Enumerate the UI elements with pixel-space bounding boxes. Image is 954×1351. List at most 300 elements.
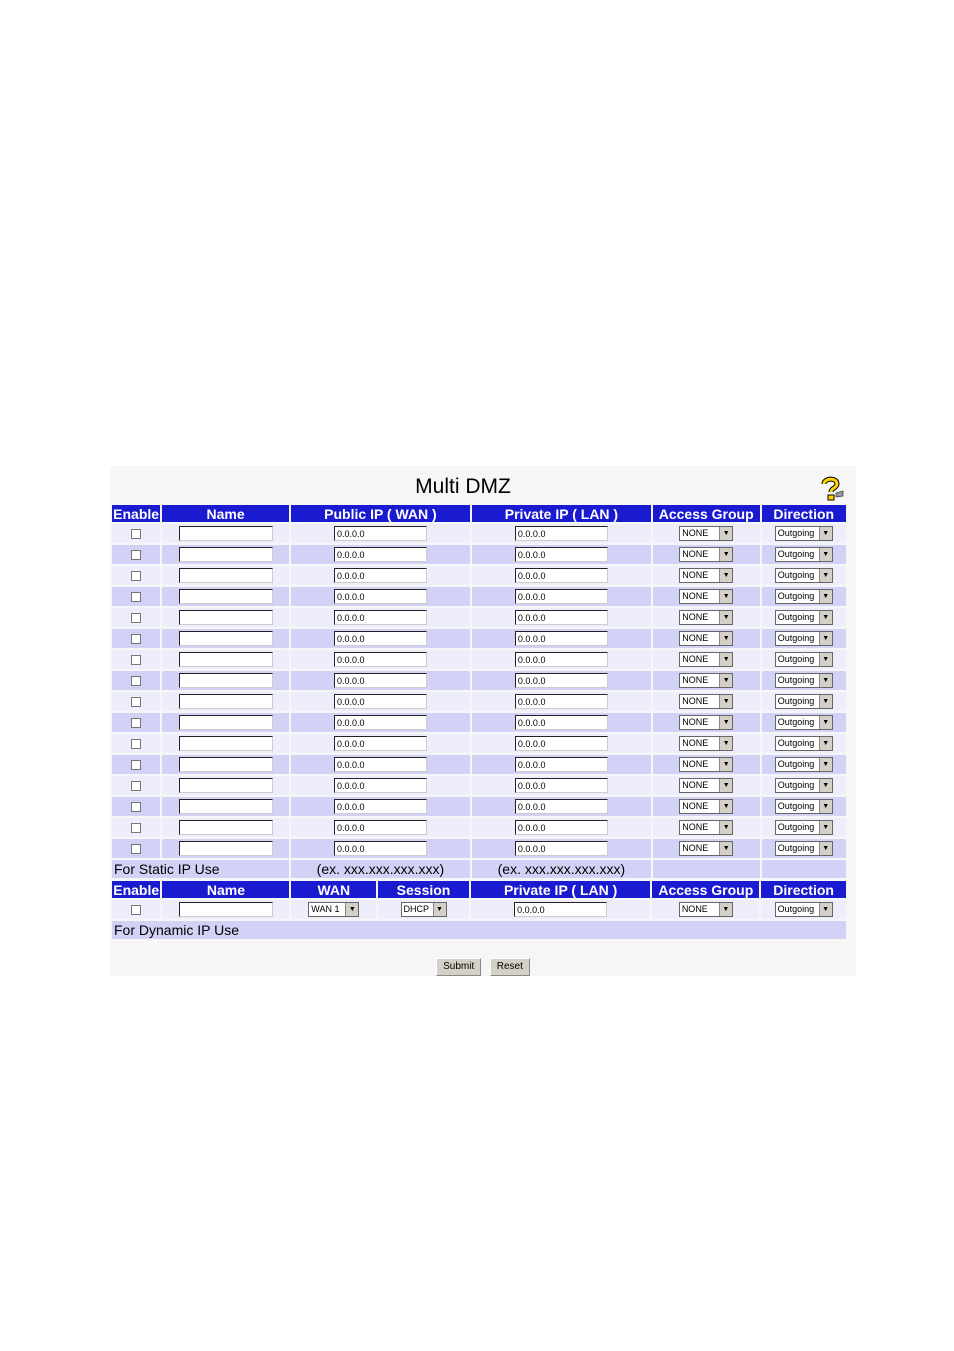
multi-dmz-panel (110, 466, 856, 976)
access-group-value: NONE (682, 759, 709, 770)
static-ip-note: For Static IP Use (112, 860, 289, 878)
name-cell (162, 671, 289, 690)
chevron-down-icon: ▼ (819, 779, 832, 792)
name-cell (162, 608, 289, 627)
direction-cell (762, 713, 847, 732)
table-row (112, 797, 846, 816)
direction-value: Outgoing (777, 780, 815, 791)
direction-value: Outgoing (777, 843, 815, 854)
public-ip-cell (291, 671, 470, 690)
public-ip-input[interactable]: 0.0.0.0 (334, 526, 427, 541)
wan-select[interactable] (308, 902, 359, 917)
direction-select[interactable] (775, 631, 833, 646)
access-group-select[interactable] (679, 568, 733, 583)
page-title: Multi DMZ (415, 475, 511, 498)
col-private-ip: Private IP ( LAN ) (472, 505, 651, 522)
table-row (112, 818, 846, 837)
access-group-value: NONE (682, 780, 709, 791)
col-enable: Enable (113, 505, 160, 522)
private-ip-cell (472, 545, 651, 564)
enable-cell (112, 839, 160, 858)
enable-cell (112, 608, 160, 627)
static-dmz-table (110, 503, 848, 880)
access-group-value: NONE (682, 696, 709, 707)
name-cell (162, 629, 289, 648)
private-ip-input[interactable]: 0.0.0.0 (515, 736, 608, 751)
table-row (112, 629, 846, 648)
private-ip-input[interactable]: 0.0.0.0 (515, 631, 608, 646)
public-ip-input[interactable]: 0.0.0.0 (334, 757, 427, 772)
chevron-down-icon: ▼ (719, 800, 732, 813)
direction-value: Outgoing (777, 612, 815, 623)
direction-value: Outgoing (777, 675, 815, 686)
enable-checkbox[interactable] (131, 844, 141, 854)
private-ip-input[interactable]: 0.0.0.0 (515, 568, 608, 583)
direction-cell (762, 734, 847, 753)
public-ip-cell (291, 797, 470, 816)
note-spacer (653, 860, 760, 878)
name-input[interactable] (179, 820, 273, 835)
enable-checkbox[interactable] (131, 592, 141, 602)
submit-button[interactable]: Submit (436, 958, 481, 976)
access-group-value: NONE (682, 549, 709, 560)
public-ip-input[interactable]: 0.0.0.0 (334, 547, 427, 562)
direction-value: Outgoing (777, 591, 815, 602)
enable-cell (112, 545, 160, 564)
access-group-select[interactable] (679, 902, 733, 917)
name-cell (162, 692, 289, 711)
table-row (112, 692, 846, 711)
direction-value: Outgoing (777, 633, 815, 644)
public-ip-cell (291, 755, 470, 774)
private-ip-cell (472, 692, 651, 711)
access-group-value: NONE (682, 633, 709, 644)
enable-checkbox[interactable] (131, 739, 141, 749)
col-direction: Direction (762, 505, 847, 522)
enable-checkbox[interactable] (131, 823, 141, 833)
table-row (112, 671, 846, 690)
access-group-cell (652, 900, 759, 919)
access-group-value: NONE (682, 570, 709, 581)
name-cell (162, 566, 289, 585)
col-access-group: Access Group (652, 881, 759, 898)
table-row (112, 650, 846, 669)
dynamic-enable-checkbox[interactable] (131, 905, 141, 915)
access-group-cell (653, 734, 760, 753)
chevron-down-icon: ▼ (819, 590, 832, 603)
access-group-select[interactable] (679, 652, 733, 667)
dynamic-row (112, 900, 846, 919)
name-cell (162, 839, 289, 858)
name-input[interactable] (179, 547, 273, 562)
access-group-cell (653, 839, 760, 858)
public-ip-cell (291, 776, 470, 795)
private-ip-cell (472, 629, 651, 648)
access-group-cell (653, 797, 760, 816)
direction-select[interactable] (775, 568, 833, 583)
chevron-down-icon: ▼ (719, 632, 732, 645)
chevron-down-icon: ▼ (719, 569, 732, 582)
direction-value: Outgoing (777, 654, 815, 665)
name-cell (162, 797, 289, 816)
public-ip-input[interactable]: 0.0.0.0 (334, 799, 427, 814)
enable-cell (112, 650, 160, 669)
direction-select[interactable] (775, 778, 833, 793)
col-session: Session (378, 881, 469, 898)
enable-checkbox[interactable] (131, 655, 141, 665)
dynamic-note-row (112, 921, 846, 939)
private-ip-input[interactable]: 0.0.0.0 (515, 799, 608, 814)
table-row (112, 776, 846, 795)
name-input[interactable] (179, 652, 273, 667)
private-ip-hint: (ex. xxx.xxx.xxx.xxx) (472, 860, 651, 878)
private-ip-input[interactable]: 0.0.0.0 (515, 589, 608, 604)
direction-select[interactable] (775, 547, 833, 562)
private-ip-cell (471, 900, 650, 919)
direction-value: Outgoing (777, 570, 815, 581)
col-private-ip: Private IP ( LAN ) (471, 881, 650, 898)
access-group-select[interactable] (679, 673, 733, 688)
chevron-down-icon: ▼ (719, 842, 732, 855)
access-group-cell (653, 776, 760, 795)
public-ip-cell (291, 608, 470, 627)
chevron-down-icon: ▼ (433, 903, 446, 916)
private-ip-cell (472, 839, 651, 858)
public-ip-cell (291, 692, 470, 711)
private-ip-cell (472, 776, 651, 795)
chevron-down-icon: ▼ (345, 903, 358, 916)
direction-select[interactable] (775, 841, 833, 856)
dynamic-dmz-table (110, 879, 848, 941)
direction-select[interactable] (775, 589, 833, 604)
chevron-down-icon: ▼ (719, 653, 732, 666)
name-cell (162, 524, 289, 543)
direction-value: Outgoing (777, 759, 815, 770)
access-group-cell (653, 629, 760, 648)
chevron-down-icon: ▼ (819, 569, 832, 582)
direction-cell (762, 524, 847, 543)
direction-select[interactable] (775, 799, 833, 814)
private-ip-input[interactable]: 0.0.0.0 (515, 715, 608, 730)
private-ip-cell (472, 650, 651, 669)
direction-cell (762, 566, 847, 585)
session-select[interactable] (401, 902, 447, 917)
name-input[interactable] (179, 526, 273, 541)
public-ip-input[interactable]: 0.0.0.0 (334, 778, 427, 793)
private-ip-cell (472, 734, 651, 753)
access-group-select[interactable] (679, 820, 733, 835)
public-ip-input[interactable]: 0.0.0.0 (334, 652, 427, 667)
chevron-down-icon: ▼ (719, 758, 732, 771)
private-ip-cell (472, 566, 651, 585)
chevron-down-icon: ▼ (819, 758, 832, 771)
private-ip-input[interactable]: 0.0.0.0 (515, 526, 608, 541)
chevron-down-icon: ▼ (819, 903, 832, 916)
access-group-value: NONE (681, 904, 708, 915)
enable-checkbox[interactable] (131, 697, 141, 707)
chevron-down-icon: ▼ (819, 821, 832, 834)
public-ip-cell (291, 734, 470, 753)
chevron-down-icon: ▼ (719, 821, 732, 834)
access-group-value: NONE (682, 675, 709, 686)
enable-checkbox[interactable] (131, 676, 141, 686)
table-row (112, 755, 846, 774)
name-input[interactable] (179, 673, 273, 688)
table-row (112, 839, 846, 858)
enable-cell (112, 755, 160, 774)
chevron-down-icon: ▼ (819, 527, 832, 540)
public-ip-hint: (ex. xxx.xxx.xxx.xxx) (291, 860, 470, 878)
direction-cell (761, 900, 846, 919)
chevron-down-icon: ▼ (819, 842, 832, 855)
public-ip-input[interactable]: 0.0.0.0 (334, 631, 427, 646)
private-ip-input[interactable]: 0.0.0.0 (515, 547, 608, 562)
direction-cell (762, 692, 847, 711)
direction-value: Outgoing (777, 528, 815, 539)
access-group-select[interactable] (679, 589, 733, 604)
access-group-cell (653, 818, 760, 837)
enable-cell (112, 734, 160, 753)
direction-select[interactable] (775, 652, 833, 667)
access-group-select[interactable] (679, 631, 733, 646)
access-group-value: NONE (682, 738, 709, 749)
direction-select[interactable] (775, 757, 833, 772)
dynamic-ip-note: For Dynamic IP Use (112, 921, 846, 939)
enable-cell (112, 587, 160, 606)
col-name: Name (162, 881, 289, 898)
public-ip-input[interactable]: 0.0.0.0 (334, 694, 427, 709)
access-group-value: NONE (682, 801, 709, 812)
enable-checkbox[interactable] (131, 529, 141, 539)
enable-cell (112, 524, 160, 543)
name-input[interactable] (179, 736, 273, 751)
private-ip-input[interactable]: 0.0.0.0 (515, 652, 608, 667)
name-cell (162, 776, 289, 795)
access-group-select[interactable] (679, 526, 733, 541)
private-ip-input[interactable]: 0.0.0.0 (515, 757, 608, 772)
direction-select[interactable] (775, 526, 833, 541)
private-ip-input[interactable]: 0.0.0.0 (515, 610, 608, 625)
access-group-value: NONE (682, 654, 709, 665)
name-input[interactable] (179, 757, 273, 772)
private-ip-cell (472, 818, 651, 837)
private-ip-input[interactable]: 0.0.0.0 (515, 820, 608, 835)
chevron-down-icon: ▼ (719, 548, 732, 561)
access-group-select[interactable] (679, 736, 733, 751)
name-input[interactable] (179, 610, 273, 625)
access-group-select[interactable] (679, 778, 733, 793)
name-cell (162, 587, 289, 606)
direction-cell (762, 776, 847, 795)
col-public-ip: Public IP ( WAN ) (291, 505, 470, 522)
direction-cell (762, 545, 847, 564)
access-group-value: NONE (682, 591, 709, 602)
public-ip-input[interactable]: 0.0.0.0 (334, 673, 427, 688)
private-ip-cell (472, 587, 651, 606)
private-ip-cell (472, 608, 651, 627)
access-group-select[interactable] (679, 547, 733, 562)
reset-button[interactable]: Reset (490, 958, 530, 976)
public-ip-input[interactable]: 0.0.0.0 (334, 568, 427, 583)
name-cell (162, 650, 289, 669)
direction-value: Outgoing (777, 717, 815, 728)
chevron-down-icon: ▼ (819, 716, 832, 729)
name-cell (162, 900, 289, 919)
private-ip-input[interactable]: 0.0.0.0 (515, 841, 608, 856)
table-row (112, 734, 846, 753)
chevron-down-icon: ▼ (719, 611, 732, 624)
static-note-row (112, 860, 846, 878)
public-ip-cell (291, 713, 470, 732)
static-rows (112, 524, 846, 858)
access-group-select[interactable] (679, 610, 733, 625)
private-ip-cell (472, 797, 651, 816)
dynamic-header-row (112, 881, 846, 898)
session-cell (378, 900, 469, 919)
chevron-down-icon: ▼ (819, 548, 832, 561)
enable-cell (112, 818, 160, 837)
dynamic-name-input[interactable] (179, 902, 273, 917)
wan-cell (291, 900, 376, 919)
name-input[interactable] (179, 799, 273, 814)
access-group-select[interactable] (679, 757, 733, 772)
public-ip-cell (291, 818, 470, 837)
col-name: Name (162, 505, 289, 522)
enable-cell (112, 692, 160, 711)
chevron-down-icon: ▼ (819, 611, 832, 624)
chevron-down-icon: ▼ (819, 632, 832, 645)
private-ip-input[interactable]: 0.0.0.0 (515, 778, 608, 793)
direction-value: Outgoing (777, 801, 815, 812)
table-row (112, 566, 846, 585)
access-group-cell (653, 692, 760, 711)
direction-cell (762, 608, 847, 627)
public-ip-input[interactable]: 0.0.0.0 (334, 820, 427, 835)
table-row (112, 587, 846, 606)
name-input[interactable] (179, 778, 273, 793)
access-group-select[interactable] (679, 694, 733, 709)
access-group-cell (653, 587, 760, 606)
help-question-icon[interactable] (818, 475, 844, 501)
access-group-cell (653, 713, 760, 732)
name-input[interactable] (179, 568, 273, 583)
access-group-select[interactable] (679, 841, 733, 856)
direction-select[interactable] (775, 736, 833, 751)
direction-cell (762, 629, 847, 648)
enable-cell (112, 776, 160, 795)
enable-checkbox[interactable] (131, 718, 141, 728)
private-ip-input[interactable]: 0.0.0.0 (515, 694, 608, 709)
table-row (112, 713, 846, 732)
access-group-select[interactable] (679, 715, 733, 730)
enable-checkbox[interactable] (131, 781, 141, 791)
table-row (112, 524, 846, 543)
private-ip-cell (472, 671, 651, 690)
public-ip-cell (291, 545, 470, 564)
col-wan: WAN (291, 881, 376, 898)
private-ip-input[interactable]: 0.0.0.0 (515, 673, 608, 688)
chevron-down-icon: ▼ (719, 590, 732, 603)
access-group-cell (653, 755, 760, 774)
private-ip-cell (472, 524, 651, 543)
note-spacer (762, 860, 847, 878)
direction-select[interactable] (775, 673, 833, 688)
enable-cell (112, 566, 160, 585)
direction-cell (762, 797, 847, 816)
name-input[interactable] (179, 694, 273, 709)
enable-cell (112, 629, 160, 648)
direction-cell (762, 650, 847, 669)
access-group-value: NONE (682, 717, 709, 728)
direction-cell (762, 755, 847, 774)
enable-checkbox[interactable] (131, 802, 141, 812)
enable-checkbox[interactable] (131, 571, 141, 581)
public-ip-cell (291, 524, 470, 543)
direction-cell (762, 671, 847, 690)
enable-cell (112, 797, 160, 816)
name-input[interactable] (179, 841, 273, 856)
name-input[interactable] (179, 589, 273, 604)
name-input[interactable] (179, 631, 273, 646)
enable-checkbox[interactable] (131, 550, 141, 560)
enable-checkbox[interactable] (131, 634, 141, 644)
public-ip-cell (291, 629, 470, 648)
enable-checkbox[interactable] (131, 613, 141, 623)
enable-checkbox[interactable] (131, 760, 141, 770)
public-ip-cell (291, 650, 470, 669)
form-buttons (110, 956, 856, 976)
direction-value: Outgoing (777, 822, 815, 833)
direction-select[interactable] (775, 610, 833, 625)
name-input[interactable] (179, 715, 273, 730)
public-ip-input[interactable]: 0.0.0.0 (334, 841, 427, 856)
chevron-down-icon: ▼ (719, 716, 732, 729)
access-group-select[interactable] (679, 799, 733, 814)
direction-value: Outgoing (777, 549, 815, 560)
dynamic-private-ip-input[interactable]: 0.0.0.0 (514, 902, 607, 917)
direction-select[interactable] (775, 820, 833, 835)
col-enable: Enable (113, 881, 160, 898)
col-direction: Direction (761, 881, 846, 898)
enable-cell (112, 713, 160, 732)
private-ip-cell (472, 713, 651, 732)
public-ip-input[interactable]: 0.0.0.0 (334, 715, 427, 730)
public-ip-input[interactable]: 0.0.0.0 (334, 610, 427, 625)
access-group-cell (653, 545, 760, 564)
enable-cell (112, 671, 160, 690)
access-group-cell (653, 608, 760, 627)
public-ip-input[interactable]: 0.0.0.0 (334, 589, 427, 604)
access-group-value: NONE (682, 843, 709, 854)
chevron-down-icon: ▼ (819, 674, 832, 687)
direction-cell (762, 839, 847, 858)
access-group-cell (653, 671, 760, 690)
static-header-row (112, 505, 846, 522)
direction-select[interactable] (775, 902, 833, 917)
direction-select[interactable] (775, 715, 833, 730)
access-group-value: NONE (682, 528, 709, 539)
chevron-down-icon: ▼ (719, 779, 732, 792)
direction-select[interactable] (775, 694, 833, 709)
chevron-down-icon: ▼ (719, 737, 732, 750)
chevron-down-icon: ▼ (719, 674, 732, 687)
table-row (112, 545, 846, 564)
public-ip-cell (291, 566, 470, 585)
name-cell (162, 734, 289, 753)
direction-value: Outgoing (777, 904, 815, 915)
access-group-cell (653, 566, 760, 585)
public-ip-input[interactable]: 0.0.0.0 (334, 736, 427, 751)
